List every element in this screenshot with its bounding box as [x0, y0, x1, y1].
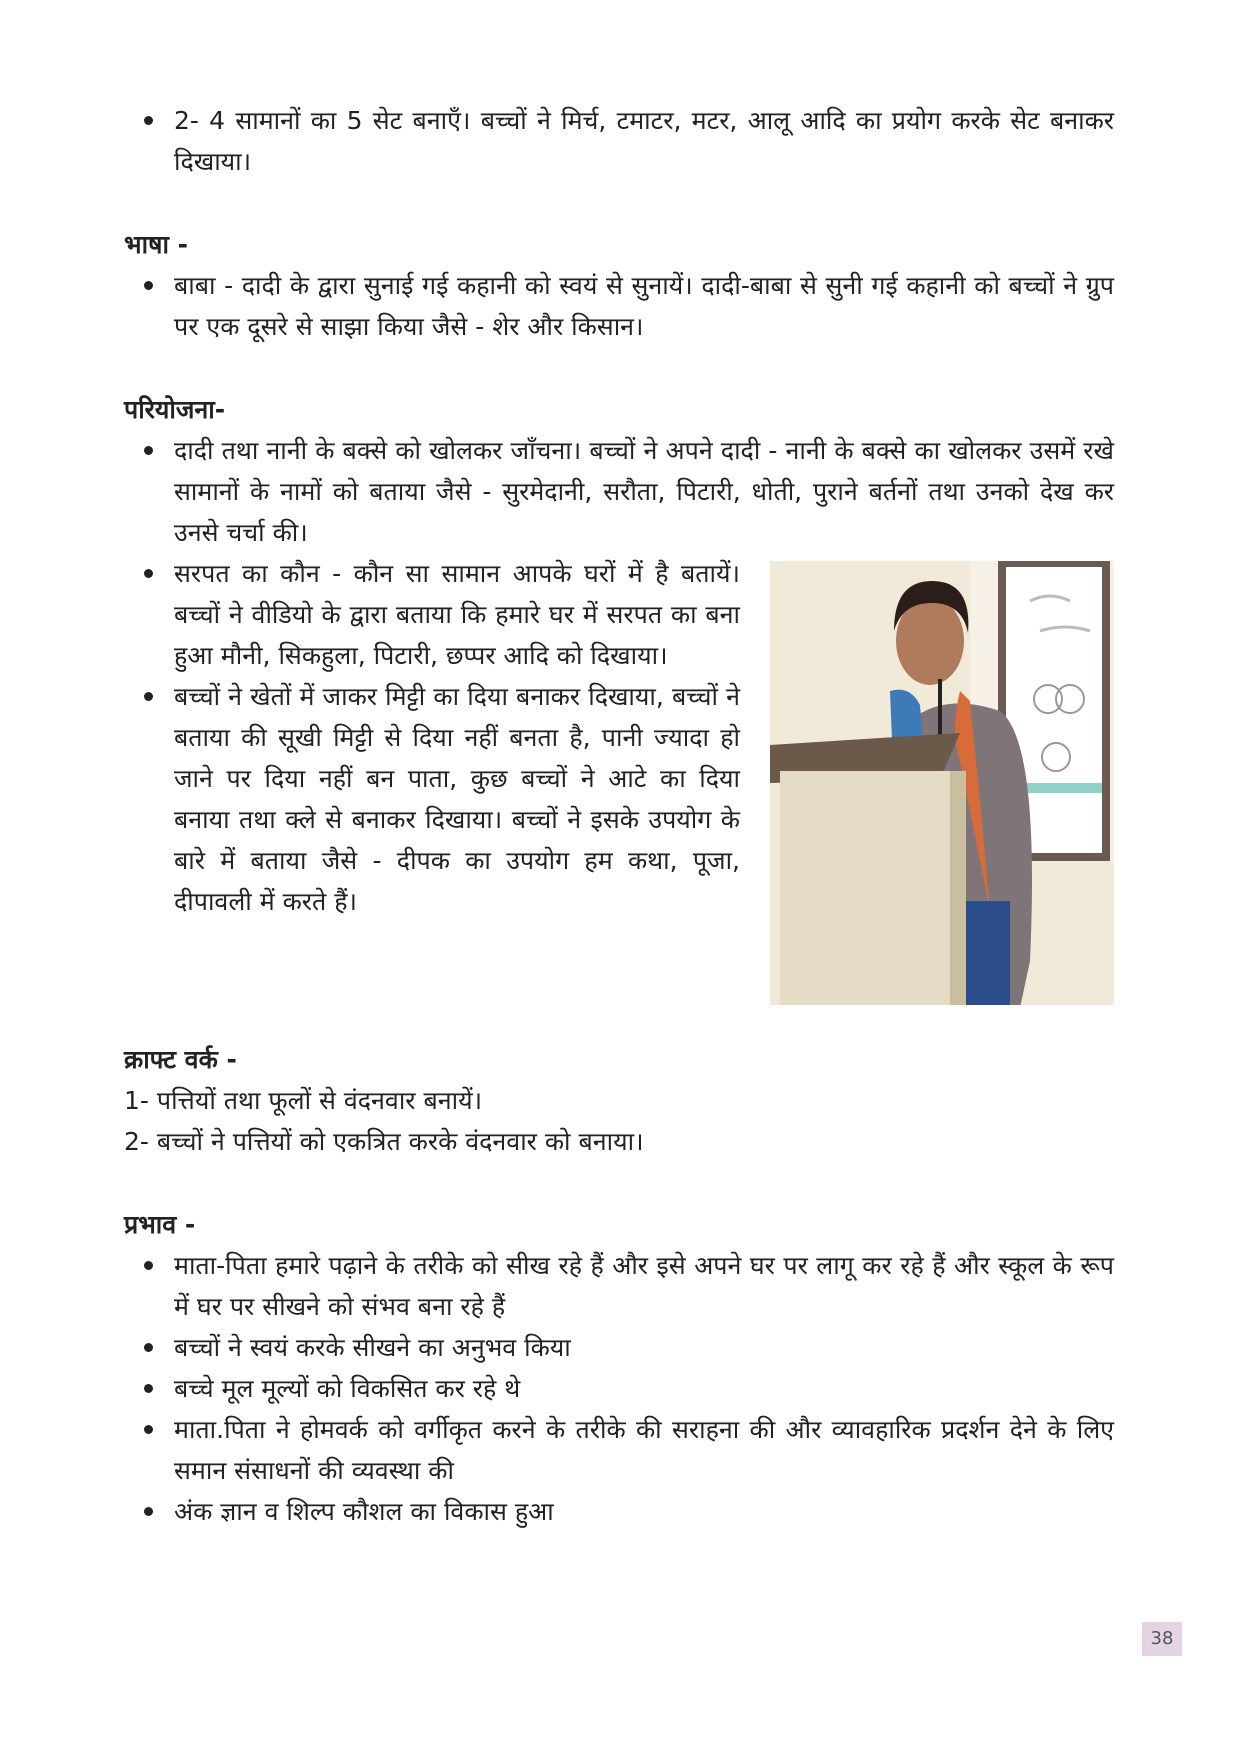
craft-line: 1- पत्तियों तथा फूलों से वंदनवार बनायें। [124, 1086, 483, 1115]
craft-heading: क्राफ्ट वर्क - [124, 1045, 237, 1074]
project-list [124, 430, 1114, 922]
language-list [124, 265, 1114, 347]
project-item: सरपत का कौन - कौन सा सामान आपके घरों में है बतायें। बच्चों ने वीडियो के द्वारा बताया कि हमारे घर में सरपत का बना हुआ मौनी, सिकहुला, पिटारी, छप्पर आदि को दिखाया। [174, 553, 1114, 676]
impact-list [124, 1245, 1114, 1532]
impact-item: माता-पिता हमारे पढ़ाने के तरीके को सीख रहे हैं और इसे अपने घर पर लागू कर रहे हैं और स्कूल के रूप में घर पर सीखने को संभव बना रहे हैं [174, 1245, 1114, 1327]
language-heading: भाषा - [124, 230, 189, 259]
page-number: 38 [1142, 1622, 1182, 1656]
impact-item: अंक ज्ञान व शिल्प कौशल का विकास हुआ [174, 1491, 1114, 1532]
intro-list [124, 100, 1114, 182]
project-heading: परियोजना- [124, 395, 226, 424]
impact-item: माता.पिता ने होमवर्क को वर्गीकृत करने के तरीके की सराहना की और व्यावहारिक प्रदर्शन देने के लिए समान संसाधनों की व्यवस्था की [174, 1409, 1114, 1491]
page-content [124, 100, 1114, 1532]
impact-heading: प्रभाव - [124, 1210, 196, 1239]
project-item: बच्चों ने खेतों में जाकर मिट्टी का दिया बनाकर दिखाया, बच्चों ने बताया की सूखी मिट्टी से दिया नहीं बनता है, पानी ज्यादा हो जाने पर दिया नहीं बन पाता, कुछ बच्चों ने आटे का दिया बनाया तथा क्ले से बनाकर दिखाया। बच्चों ने इसके उपयोग के बारे में बताया जैसे - दीपक का उपयोग हम कथा, पूजा, दीपावली में करते हैं। [174, 676, 1114, 922]
language-item: बाबा - दादी के द्वारा सुनाई गई कहानी को स्वयं से सुनायें। दादी-बाबा से सुनी गई कहानी को बच्चों ने ग्रुप पर एक दूसरे से साझा किया जैसे - शेर और किसान। [174, 265, 1114, 347]
impact-item: बच्चे मूल मूल्यों को विकसित कर रहे थे [174, 1368, 1114, 1409]
intro-bullet: 2- 4 सामानों का 5 सेट बनाएँ। बच्चों ने मिर्च, टमाटर, मटर, आलू आदि का प्रयोग करके सेट बनाकर दिखाया। [174, 100, 1114, 182]
project-item: दादी तथा नानी के बक्से को खोलकर जाँचना। बच्चों ने अपने दादी - नानी के बक्से का खोलकर उसमें रखे सामानों के नामों को बताया जैसे - सुरमेदानी, सरौता, पिटारी, धोती, पुराने बर्तनों तथा उनको देख कर उनसे चर्चा की। [174, 430, 1114, 553]
craft-line: 2- बच्चों ने पत्तियों को एकत्रित करके वंदनवार को बनाया। [124, 1127, 644, 1156]
impact-item: बच्चों ने स्वयं करके सीखने का अनुभव किया [174, 1327, 1114, 1368]
